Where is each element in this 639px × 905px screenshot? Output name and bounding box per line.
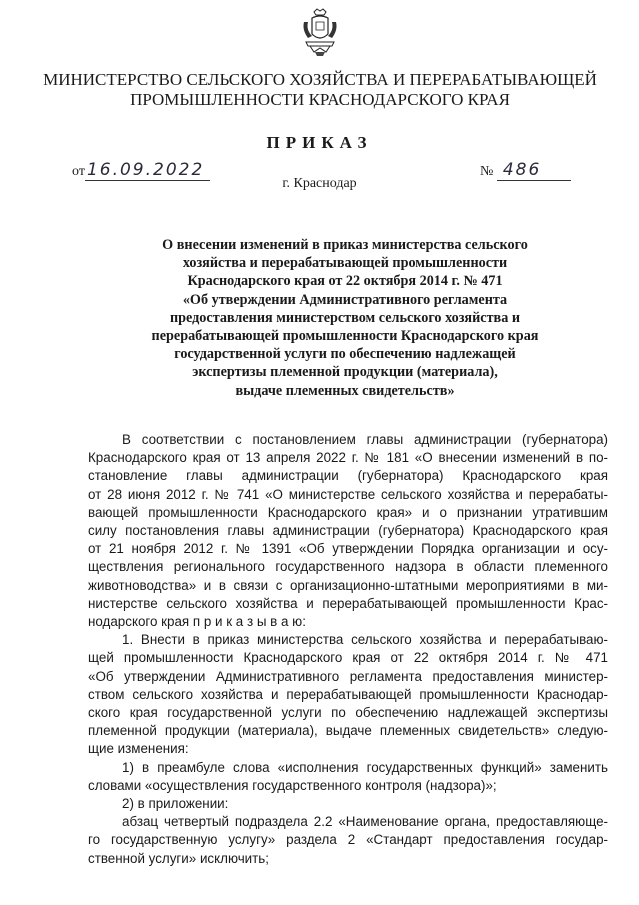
body-line: становление главы администрации (губернатора) Краснодарского края [88,468,608,484]
body-line: ственной услуги» исключить; [88,850,269,866]
body-line: племенной продукции (материала), выдаче племенных свидетельств» следую- [88,723,608,739]
body-line: от 28 июня 2012 г. № 741 «О министерстве сельского хозяйства и перерабаты- [88,486,608,502]
body-line: силу постановления главы администрации (губернатора) Краснодарского края [88,523,608,539]
order-body [88,431,608,868]
heading-line: Краснодарского края от 22 октября 2014 г. № 471 [187,273,503,290]
body-line: щей промышленности Краснодарского края от 22 октября 2014 г. № 471 [88,650,608,666]
heading-line: предоставления министерством сельского хозяйства и [169,309,521,326]
coat-of-arms-icon [300,8,340,58]
body-line: 1. Внести в приказ министерства сельского хозяйства и перерабатываю- [122,632,608,648]
heading-line: хозяйства и перерабатывающей промышленности [182,255,508,272]
body-line: нодарского края п р и к а з ы в а ю: [88,614,306,630]
city: г. Краснодар [282,176,357,191]
body-line: от 21 ноября 2012 г. № 1391 «Об утверждении Порядка организации и осу- [88,541,608,557]
ministry-name [40,70,600,110]
heading-line: экспертизы племенной продукции (материала), [192,364,498,381]
order-heading [100,236,590,400]
body-line: нистерстве сельского хозяйства и перерабатывающей промышленности Крас- [88,595,608,611]
body-line: ществления регионального государственного надзора в области племенного [88,559,608,575]
heading-line: О внесении изменений в приказ министерства сельского [162,237,528,253]
body-line: 2) в приложении: [122,796,229,812]
body-line: ского края государственной услуги по обеспечению надлежащей экспертизы [88,705,608,721]
body-line: Краснодарского края от 13 апреля 2022 г. № 181 «О внесении изменений в по- [88,450,608,466]
body-line: абзац четвертый подраздела 2.2 «Наименование органа, предоставляюще- [122,814,608,830]
heading-line: государственной услуги по обеспечению надлежащей [174,346,516,363]
number-prefix: № [480,164,494,179]
body-line: 1) в преамбуле слова «исполнения государственных функций» заменить [122,759,608,775]
body-line: щие изменения: [88,741,189,757]
ministry-line: МИНИСТЕРСТВО СЕЛЬСКОГО ХОЗЯЙСТВА И ПЕРЕРАБАТЫВАЮЩЕЙ [43,70,597,89]
date-prefix: от [72,164,85,179]
date-value: 16.09.2022 [85,160,210,181]
body-line: животноводства» и в связи с организационно-штатными мероприятиями в ми- [88,577,608,593]
document-title: ПРИКАЗ [266,133,373,152]
body-line: ством сельского хозяйства и перерабатывающей промышленности Краснодар- [88,686,608,702]
ministry-line: ПРОМЫШЛЕННОСТИ КРАСНОДАРСКОГО КРАЯ [130,90,510,109]
body-line: го государственную услугу» раздела 2 «Стандарт предоставления государ- [88,832,608,848]
body-line: словами «осуществления государственного контроля (надзора)»; [88,777,497,793]
body-line: вающей промышленности Краснодарского края» и о признании утратившим [88,504,608,520]
body-line: В соответствии с постановлением главы администрации (губернатора) [122,432,608,447]
number-value: 486 [497,160,571,181]
heading-line: «Об утверждении Административного регламента [182,291,508,308]
heading-line: выдаче племенных свидетельств» [235,382,455,399]
body-line: «Об утверждении Административного регламента предоставления министер- [88,668,608,684]
heading-line: перерабатывающей промышленности Краснодарского края [151,328,539,345]
